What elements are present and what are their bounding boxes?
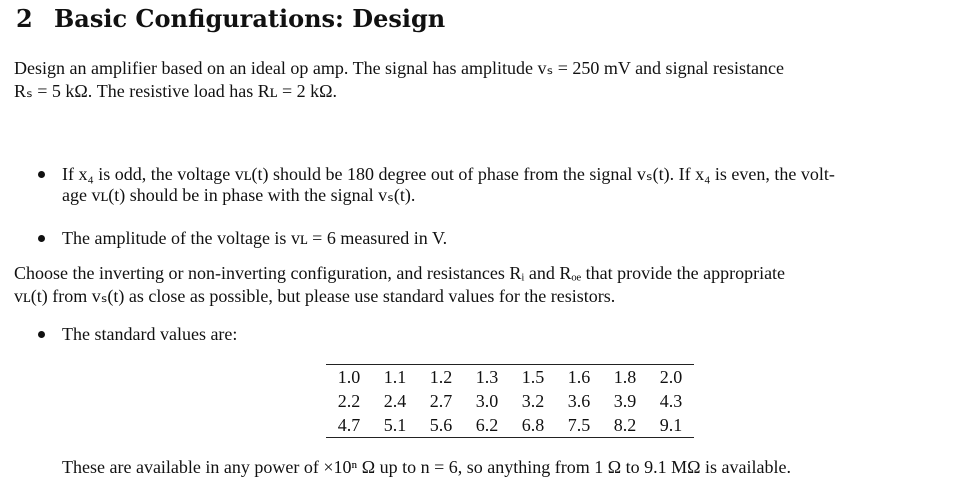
- standard-values-label: The standard values are:: [62, 324, 238, 344]
- table-cell: 1.5: [521, 367, 545, 387]
- amplitude-line: The amplitude of the voltage is vʟ = 6 measured in V.: [62, 228, 448, 248]
- table-cell: 4.3: [659, 391, 683, 411]
- table-cell: 5.1: [383, 415, 407, 435]
- intro-line-2: Rₛ = 5 kΩ. The resistive load has Rʟ = 2 kΩ.: [14, 81, 337, 101]
- table-cell: 6.2: [475, 415, 499, 435]
- intro-line-1: Design an amplifier based on an ideal op amp. The signal has amplitude vₛ = 250 mV and signal resistance: [14, 58, 785, 78]
- table-cell: 1.6: [567, 367, 591, 387]
- table-cell: 7.5: [567, 415, 591, 435]
- table-cell: 2.4: [383, 391, 407, 411]
- intro-paragraph: [14, 57, 954, 103]
- table-row: [326, 365, 694, 390]
- table-cell: 1.8: [613, 367, 637, 387]
- table-cell: 6.8: [521, 415, 545, 435]
- section-heading: [16, 4, 445, 33]
- table-cell: 2.0: [659, 367, 683, 387]
- bullet-icon: [38, 331, 45, 338]
- bullet-icon: [38, 171, 45, 178]
- table-cell: 3.9: [613, 391, 637, 411]
- availability-note: These are available in any power of ×10ⁿ Ω up to n = 6, so anything from 1 Ω to 9.1 MΩ is available.: [62, 457, 791, 477]
- table-cell: 9.1: [659, 415, 683, 435]
- phase-line-2: age vʟ(t) should be in phase with the signal vₛ(t).: [62, 185, 416, 205]
- table-cell: 8.2: [613, 415, 637, 435]
- choose-paragraph: [14, 262, 954, 308]
- table-cell: 1.0: [337, 367, 361, 387]
- table-cell: 1.3: [475, 367, 499, 387]
- standard-values-table: [326, 364, 694, 438]
- table-cell: 2.2: [337, 391, 361, 411]
- table-cell: 1.1: [383, 367, 407, 387]
- table-cell: 3.6: [567, 391, 591, 411]
- table-cell: 3.2: [521, 391, 545, 411]
- table-cell: 1.2: [429, 367, 453, 387]
- list-item-standard-values: [34, 324, 964, 345]
- bullet-icon: [38, 235, 45, 242]
- section-number: 2: [16, 4, 33, 33]
- requirements-list: [34, 164, 964, 206]
- table-cell: 4.7: [337, 415, 361, 435]
- choose-line-1: Choose the inverting or non-inverting configuration, and resistances Rᵢ and Rₒₑ that provide the appropriate: [14, 263, 786, 283]
- requirements-list-2: [34, 228, 964, 249]
- section-title: Basic Configurations: Design: [54, 4, 446, 33]
- standard-values-list: [34, 324, 964, 345]
- table-cell: 2.7: [429, 391, 453, 411]
- phase-line-1: If x₄ is odd, the voltage vʟ(t) should be 180 degree out of phase from the signal vₛ(t). If x₄ is even, the volt-: [62, 164, 835, 184]
- table-cell: 5.6: [429, 415, 453, 435]
- choose-line-2: vʟ(t) from vₛ(t) as close as possible, but please use standard values for the resistors.: [14, 286, 616, 306]
- table-row: [326, 389, 694, 413]
- list-item-phase: [34, 164, 964, 206]
- list-item-amplitude: [34, 228, 964, 249]
- table-cell: 3.0: [475, 391, 499, 411]
- table-row: [326, 413, 694, 438]
